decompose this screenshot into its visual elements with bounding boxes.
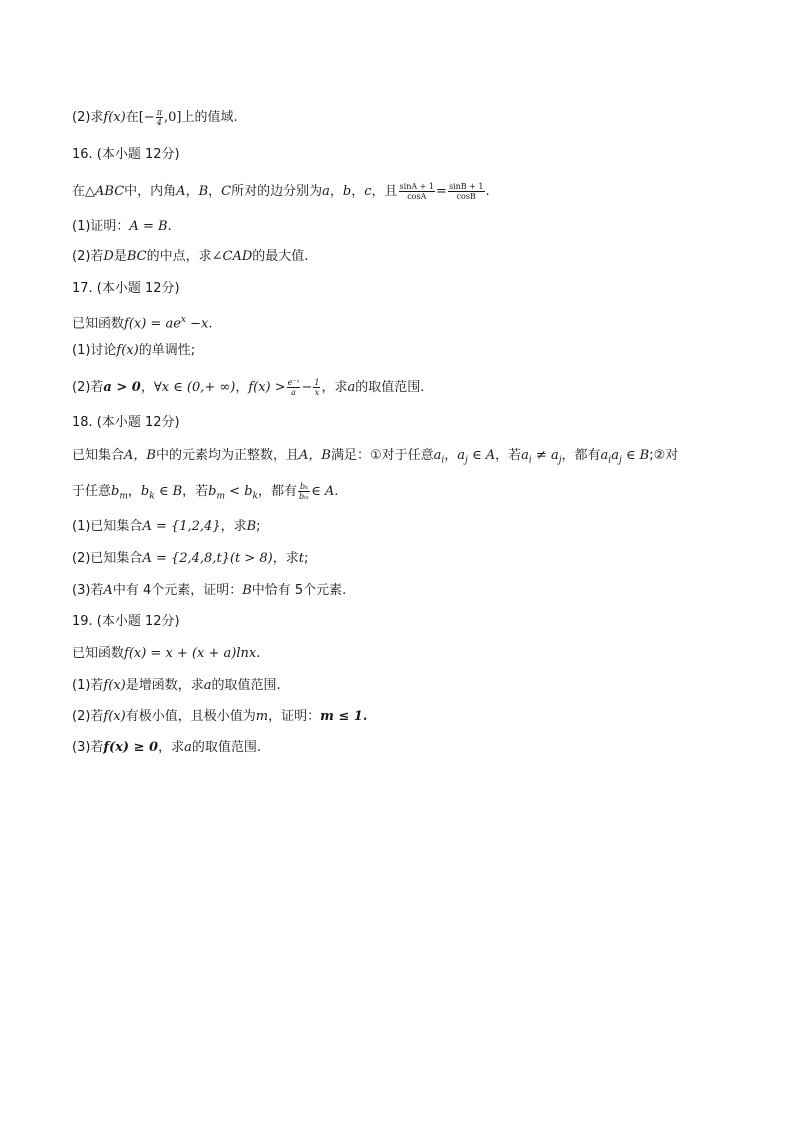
p18-q2-set: A = {2,4,8,t}(t > 8) — [142, 551, 273, 566]
p19-stem-a: 已知函数 — [72, 646, 125, 661]
problem-15-part-2 — [72, 108, 732, 127]
p18-lt-m: m — [216, 491, 226, 502]
p16-header: 16. (本小题 12分) — [72, 147, 180, 162]
p16-stem-a: 在 — [72, 184, 86, 199]
p18-q3-c: 中恰有 5个元素. — [251, 583, 347, 598]
p19-q1-fx: f(x) — [103, 678, 126, 693]
problem-18-stem-line-2 — [72, 482, 732, 506]
p18-q3-B: B — [242, 583, 252, 598]
p17-q2-a: (2)若 — [72, 380, 104, 395]
p18-bm-sub: m — [119, 491, 128, 502]
problem-16-stem — [72, 182, 732, 201]
p16-stem-c: 所对的边分别为 — [231, 184, 323, 199]
p17-q1-fx: f(x) — [116, 343, 139, 358]
p18-prod-a2: a — [611, 448, 619, 463]
p19-q3-b: ，求 — [158, 740, 185, 755]
p15-label: (2)求 — [72, 110, 104, 125]
p18-line2-b: ，若 — [182, 484, 209, 499]
p16-triangle: △ABC — [85, 184, 125, 199]
p18-q1-B: B — [246, 519, 257, 534]
p16-stem-b: 中，内角 — [124, 184, 177, 199]
p18-inA: ∈ A — [467, 448, 496, 463]
p19-q2-ineq: m ≤ 1. — [320, 709, 368, 724]
p16-q2-BC: BC — [126, 249, 147, 264]
p19-q2-b: 有极小值，且极小值为 — [125, 709, 256, 724]
p18-frac-den: bₘ — [299, 492, 310, 501]
p17-q2-f1-den: a — [291, 388, 296, 397]
p15-bracket: [ — [138, 110, 144, 125]
p18-q3-a: (3)若 — [72, 583, 104, 598]
problem-18-q1 — [72, 518, 732, 536]
p18-ai-sub: i — [441, 455, 445, 466]
p18-stem-d: ，若 — [495, 448, 522, 463]
p18-aj: a — [457, 448, 466, 463]
p18-header: 18. (本小题 12分) — [72, 415, 180, 430]
p16-q1-math: A = B. — [129, 219, 172, 234]
problem-18-q2 — [72, 550, 732, 568]
p16-f2-num: sinB + 1 — [448, 182, 484, 191]
problem-19-stem — [72, 645, 732, 663]
problem-16-header — [72, 146, 732, 164]
p17-q2-b: ，求 — [321, 380, 348, 395]
p19-stem-math: f(x) = x + (x + a)lnx. — [124, 646, 261, 661]
p16-c: c — [364, 184, 372, 199]
p17-q2-f2-num: 1 — [314, 378, 320, 387]
p16-f1-den: cosA — [407, 192, 427, 201]
p18-prod-a1: a — [600, 448, 609, 463]
p15-pi: π — [156, 108, 162, 117]
p19-q3-a: (3)若 — [72, 740, 104, 755]
p17-stem-a: 已知函数 — [72, 316, 125, 332]
p19-q2-c: ，证明： — [268, 709, 321, 724]
p18-stem-e: ，都有 — [561, 448, 601, 463]
p15-zero: ,0] — [163, 110, 182, 125]
p19-q3-c: 的取值范围. — [191, 740, 261, 755]
p17-q2-sep: ， — [140, 380, 154, 395]
p16-fraction-2 — [448, 182, 485, 201]
problem-17-stem — [72, 311, 732, 333]
p16-f2-den: cosB — [456, 192, 476, 201]
p18-q3-b: 中有 4个元素，证明： — [112, 583, 243, 598]
problem-17-q1 — [72, 342, 732, 360]
p18-prod-j: j — [618, 455, 622, 466]
p16-stem-d: ，且 — [371, 184, 398, 199]
p17-q2-fraction-1 — [287, 378, 301, 397]
p18-q2-b: ，求 — [272, 551, 299, 566]
p17-q2-c: 的取值范围. — [355, 380, 425, 395]
p18-sep: ， — [444, 448, 458, 463]
p18-lt: < — [225, 484, 245, 499]
p16-A: A — [176, 184, 186, 199]
p15-four: 4 — [156, 118, 162, 127]
problem-17-q2 — [72, 378, 732, 397]
p17-q2-f1-num: e⁻ˣ — [287, 378, 300, 387]
p17-q1-a: (1)讨论 — [72, 343, 117, 358]
p18-ai: a — [433, 448, 442, 463]
p18-lt-bk: b — [244, 484, 253, 499]
p16-sep4: ， — [351, 184, 365, 199]
p18-frac-num: bₖ — [300, 482, 309, 491]
p16-b: b — [342, 184, 352, 199]
p19-q1-var: a — [203, 678, 212, 693]
p15-fx: f(x) — [103, 110, 126, 125]
p19-q2-fx: f(x) — [103, 709, 126, 724]
p18-q1-b: ，求 — [220, 519, 247, 534]
problem-19-q3 — [72, 739, 732, 757]
p19-q1-a: (1)若 — [72, 678, 104, 693]
p18-neq-ai: a — [521, 448, 529, 463]
p16-q2-c: 的中点，求 — [146, 249, 212, 264]
p17-q2-fraction-2 — [313, 378, 320, 397]
p16-q2-D: D — [103, 249, 114, 264]
p16-q2-angle: ∠CAD — [211, 249, 253, 264]
p16-sep3: ， — [329, 184, 343, 199]
p18-bm: b — [111, 484, 120, 499]
p19-q2-a: (2)若 — [72, 709, 104, 724]
p18-inB: ∈ B — [621, 448, 650, 463]
p16-a: a — [322, 184, 330, 199]
p17-header: 17. (本小题 12分) — [72, 281, 180, 296]
p18-lt-k: k — [252, 491, 259, 502]
p16-q2-b: 是 — [113, 249, 127, 264]
p16-sep2: ， — [208, 184, 222, 199]
p16-fraction-1 — [399, 182, 435, 201]
p17-q2-minus: − — [301, 380, 313, 395]
p16-B: B — [198, 184, 209, 199]
p18-bk-sub: k — [149, 491, 155, 502]
p16-C: C — [221, 184, 232, 199]
p18-neq-i: i — [528, 455, 532, 466]
p18-q1-set: A = {1,2,4} — [142, 519, 221, 534]
p18-q2-c: ; — [304, 551, 309, 566]
p17-q2-sep2: ， — [235, 380, 249, 395]
p19-q2-m: m — [255, 709, 269, 724]
p17-q2-cond: a > 0 — [103, 380, 141, 395]
p18-stem-a: 已知集合 — [72, 448, 125, 463]
p18-aj-sub: j — [465, 455, 468, 466]
p18-line2-a: 于任意 — [72, 484, 112, 499]
p18-bk: b — [140, 484, 150, 499]
p15-minus: − — [143, 110, 155, 125]
p15-pi-over-4 — [156, 108, 163, 127]
p18-q2-t: t — [298, 551, 304, 566]
p18-stem-f: ;②对 — [649, 448, 679, 463]
problem-19-q2 — [72, 708, 732, 726]
p18-line2-c: ，都有 — [258, 484, 298, 499]
p18-prod-i: i — [608, 455, 612, 466]
p17-q1-b: 的单调性; — [138, 343, 196, 358]
p18-neq-j: j — [558, 455, 562, 466]
p18-q1-a: (1)已知集合 — [72, 519, 143, 534]
p18-neq: ≠ — [531, 448, 551, 463]
p15-tail: 上的值域. — [181, 110, 238, 125]
problem-19-q1 — [72, 677, 732, 695]
p17-q2-fx: f(x) > — [248, 380, 286, 395]
problem-18-q3 — [72, 582, 732, 600]
p17-q2-var: a — [347, 380, 356, 395]
p16-q2-d: 的最大值. — [252, 249, 309, 264]
p17-q2-forall: ∀x ∈ (0,+ ∞) — [153, 380, 236, 395]
p18-stem-c: 满足：①对于任意 — [330, 448, 434, 463]
p17-exp: x — [180, 315, 186, 325]
p18-inB2: ∈ B — [154, 484, 183, 499]
p19-q3-var: a — [184, 740, 192, 755]
p18-sep2: ， — [127, 484, 141, 499]
problem-17-header — [72, 280, 732, 298]
p16-f1-num: sinA + 1 — [399, 182, 435, 191]
p19-q3-ineq: f(x) ≥ 0 — [103, 740, 159, 755]
p16-q2-a: (2)若 — [72, 249, 104, 264]
problem-18-stem-line-1 — [72, 447, 732, 470]
p18-q1-c: ; — [256, 519, 261, 534]
p17-stem-math2: −x. — [185, 316, 213, 332]
p18-lt-bm: b — [208, 484, 217, 499]
p16-eq: = — [436, 184, 447, 199]
p16-q1-label: (1)证明： — [72, 219, 130, 234]
p18-q3-A: A — [103, 583, 113, 598]
p17-q2-f2-den: x — [314, 388, 320, 397]
p18-fraction — [298, 482, 310, 501]
p19-q1-b: 是增函数，求 — [125, 678, 204, 693]
problem-18-header — [72, 414, 732, 432]
p18-inA2: ∈ A. — [311, 484, 339, 499]
p16-sep1: ， — [185, 184, 199, 199]
p19-header: 19. (本小题 12分) — [72, 614, 180, 629]
p18-AB: A，B — [124, 448, 156, 463]
p17-stem-math: f(x) = ae — [124, 316, 181, 332]
problem-16-q2 — [72, 248, 732, 266]
p18-AB2: A，B — [298, 448, 331, 463]
p16-end: . — [485, 184, 490, 199]
problem-19-header — [72, 613, 732, 631]
p19-q1-c: 的取值范围. — [211, 678, 281, 693]
p18-neq-aj: a — [550, 448, 559, 463]
p18-q2-a: (2)已知集合 — [72, 551, 143, 566]
p18-stem-b: 中的元素均为正整数，且 — [155, 448, 299, 463]
p15-in: 在 — [125, 110, 139, 125]
problem-16-q1 — [72, 218, 732, 236]
